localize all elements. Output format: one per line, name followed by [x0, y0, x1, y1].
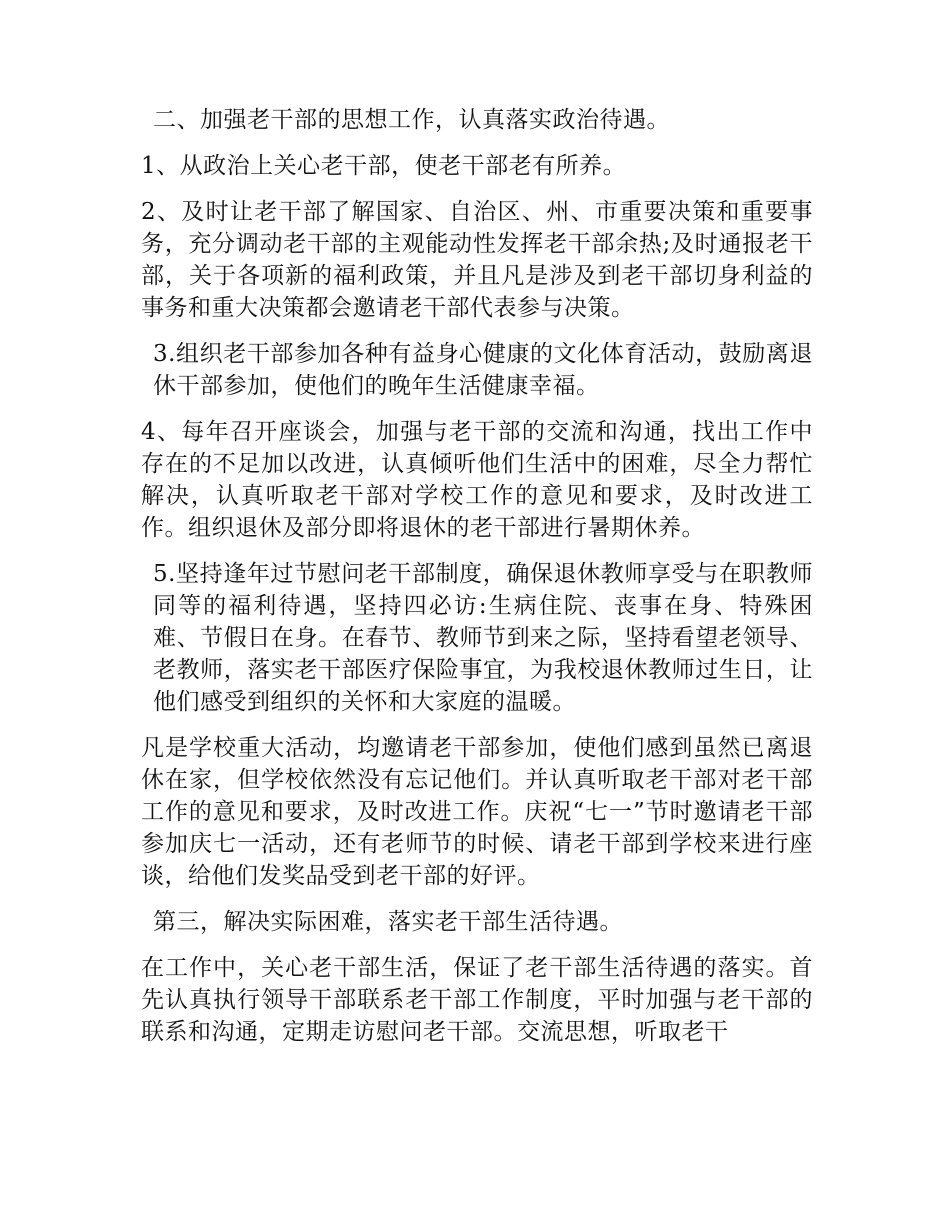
paragraph-activities: 凡是学校重大活动，均邀请老干部参加，使他们感到虽然已离退休在家，但学校依然没有忘记他们。并认真听取老干部对老干部工作的意见和要求，及时改进工作。庆祝“七一”节时邀请老干部参加庆七一活动，还有老师节的时候、请老干部到学校来进行座谈，给他们发奖品受到老干部的好评。 [141, 735, 813, 889]
section-heading-3: 第三，解决实际困难，落实老干部生活待遇。 [153, 909, 623, 935]
paragraph-item-2: 2、及时让老干部了解国家、自治区、州、市重要决策和重要事务，充分调动老干部的主观能动性发挥老干部余热;及时通报老干部，关于各项新的福利政策，并且凡是涉及到老干部切身利益的事务和重大决策都会邀请老干部代表参与决策。 [141, 199, 813, 321]
section-heading-2: 二、加强老干部的思想工作，认真落实政治待遇。 [153, 107, 670, 133]
paragraph-living-conditions: 在工作中，关心老干部生活，保证了老干部生活待遇的落实。首先认真执行领导干部联系老干部工作制度，平时加强与老干部的联系和沟通，定期走访慰问老干部。交流思想，听取老干 [141, 955, 813, 1045]
paragraph-item-5: 5.坚持逢年过节慰问老干部制度，确保退休教师享受与在职教师同等的福利待遇，坚持四必访:生病住院、丧事在身、特殊困难、节假日在身。在春节、教师节到来之际，坚持看望老领导、老教师，落实老干部医疗保险事宜，为我校退休教师过生日，让他们感受到组织的关怀和大家庭的温暖。 [153, 561, 813, 715]
paragraph-item-3: 3.组织老干部参加各种有益身心健康的文化体育活动，鼓励离退休干部参加，使他们的晚年生活健康幸福。 [153, 341, 813, 399]
document-body [141, 104, 813, 1062]
paragraph-item-1: 1、从政治上关心老干部，使老干部老有所养。 [141, 153, 627, 179]
paragraph-item-4: 4、每年召开座谈会，加强与老干部的交流和沟通，找出工作中存在的不足加以改进，认真倾听他们生活中的困难，尽全力帮忙解决，认真听取老干部对学校工作的意见和要求，及时改进工作。组织退休及部分即将退休的老干部进行暑期休养。 [141, 419, 813, 541]
